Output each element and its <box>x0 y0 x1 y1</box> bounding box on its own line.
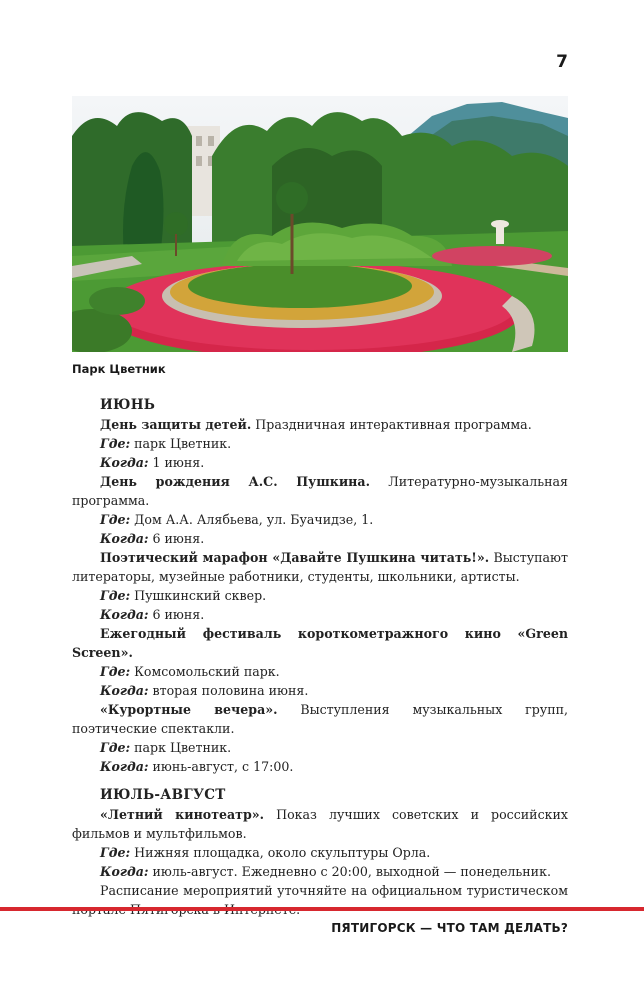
when-label: Когда: <box>100 455 149 470</box>
when-label: Когда: <box>100 607 149 622</box>
event-description: Праздничная интерактивная программа. <box>251 417 532 432</box>
event-where-line <box>72 738 568 757</box>
event-when-line <box>72 453 568 472</box>
page-number: 7 <box>556 52 568 72</box>
event-when-line <box>72 529 568 548</box>
event-title: Ежегодный фестиваль короткометражного кино «Green Screen». <box>72 626 568 660</box>
event-title: «Курортные вечера». <box>100 702 278 717</box>
event-when: июнь-август, с 17:00. <box>148 759 294 774</box>
event-title: День рождения А.С. Пушкина. <box>100 474 370 489</box>
event-when-line <box>72 605 568 624</box>
event-where: Комсомольский парк. <box>130 664 280 679</box>
event-when-line <box>72 681 568 700</box>
where-label: Где: <box>100 588 131 603</box>
where-label: Где: <box>100 436 131 451</box>
event-title: День защиты детей. <box>100 417 252 432</box>
event-where-line <box>72 510 568 529</box>
schedule-note: Расписание мероприятий уточняйте на официальном туристическом <box>100 883 568 898</box>
event-description: Литературно-музыкальная программа. <box>72 474 568 508</box>
where-label: Где: <box>100 845 131 860</box>
event-where-line <box>72 843 568 862</box>
when-label: Когда: <box>100 683 149 698</box>
event-when: 1 июня. <box>148 455 205 470</box>
park-photo <box>72 96 568 352</box>
event-where: Нижняя площадка, около скульптуры Орла. <box>130 845 431 860</box>
when-label: Когда: <box>100 531 149 546</box>
event-title: Поэтический марафон «Давайте Пушкина читать!». <box>100 550 490 565</box>
event-title-line <box>72 415 568 434</box>
running-footer: ПЯТИГОРСК — ЧТО ТАМ ДЕЛАТЬ? <box>331 921 568 935</box>
when-label: Когда: <box>100 864 149 879</box>
event-where: парк Цветник. <box>130 740 232 755</box>
event-where: парк Цветник. <box>130 436 232 451</box>
event-description: Показ лучших советских и российских фильмов и мультфильмов. <box>72 807 568 841</box>
month-heading-july-august: ИЮЛЬ-АВГУСТ <box>100 787 226 803</box>
event-where-line <box>72 662 568 681</box>
event-title-line <box>72 805 568 843</box>
event-when-line <box>72 757 568 776</box>
event-title-line <box>72 700 568 738</box>
where-label: Где: <box>100 512 131 527</box>
event-when-line <box>72 862 568 881</box>
where-label: Где: <box>100 664 131 679</box>
event-title-line <box>72 624 568 662</box>
event-when: вторая половина июня. <box>148 683 309 698</box>
event-where-line <box>72 434 568 453</box>
event-when: 6 июня. <box>148 531 205 546</box>
event-where-line <box>72 586 568 605</box>
event-description: Выступления музыкальных групп, поэтические спектакли. <box>72 702 568 736</box>
events-text <box>72 396 568 919</box>
event-when: июль-август. Ежедневно с 20:00, выходной — понедельник. <box>148 864 551 879</box>
event-title-line <box>72 548 568 586</box>
event-when: 6 июня. <box>148 607 205 622</box>
footer-divider <box>0 907 644 911</box>
event-description: Выступают литераторы, музейные работники, студенты, школьники, артисты. <box>72 550 568 584</box>
event-where: Дом А.А. Алябьева, ул. Буачидзе, 1. <box>130 512 374 527</box>
photo-caption: Парк Цветник <box>72 362 166 376</box>
month-heading-june: ИЮНЬ <box>100 397 156 413</box>
event-where: Пушкинский сквер. <box>130 588 267 603</box>
when-label: Когда: <box>100 759 149 774</box>
event-title-line <box>72 472 568 510</box>
where-label: Где: <box>100 740 131 755</box>
event-title: «Летний кинотеатр». <box>100 807 265 822</box>
